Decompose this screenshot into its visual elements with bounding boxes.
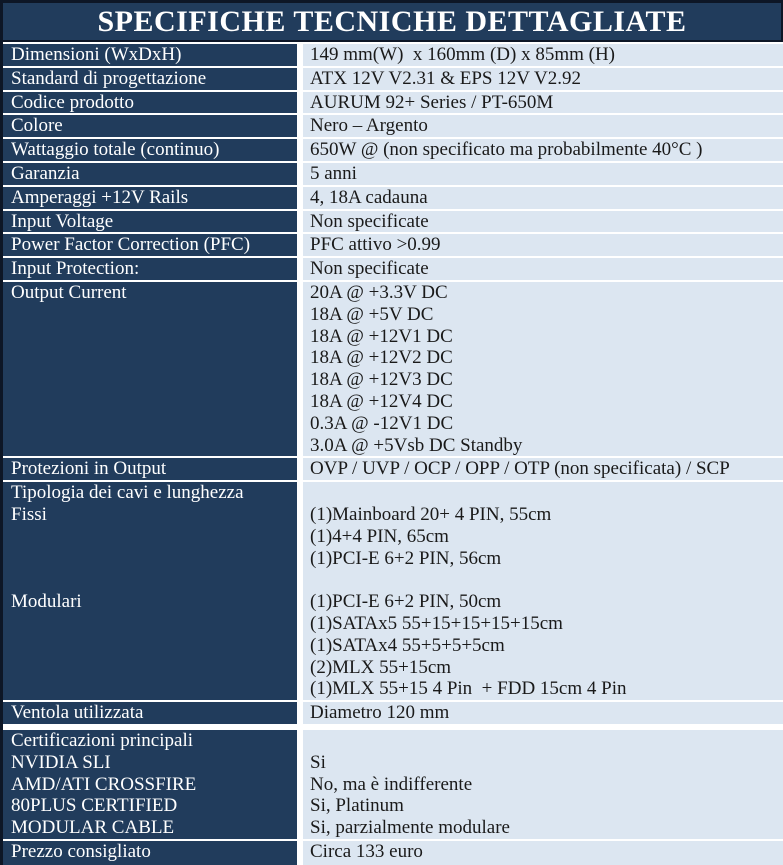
row-label: Input Protection:	[11, 258, 140, 280]
row-value: (1)PCI-E 6+2 PIN, 56cm	[310, 547, 502, 569]
row-value-cell	[303, 702, 783, 724]
row-label: NVIDIA SLI	[11, 751, 111, 773]
row-value: Diametro 120 mm	[310, 702, 450, 724]
row-value: (1)MLX 55+15 4 Pin + FDD 15cm 4 Pin	[310, 678, 627, 700]
row-value: AURUM 92+ Series / PT-650M	[310, 91, 554, 113]
row-label-cell	[3, 730, 297, 839]
row-label	[11, 657, 297, 679]
row-label-cell	[3, 458, 297, 480]
row-value-cell	[303, 92, 783, 114]
row-value-cell	[303, 282, 783, 456]
row-value	[310, 482, 783, 504]
row-label	[11, 326, 297, 348]
row-value: (2)MLX 55+15cm	[310, 656, 452, 678]
row-value: 0.3A @ -12V1 DC	[310, 412, 454, 434]
table-row	[3, 258, 783, 280]
table-row	[3, 211, 783, 233]
row-label: Output Current	[11, 281, 127, 303]
row-value: Non specificate	[310, 210, 429, 232]
row-value: (1)4+4 PIN, 65cm	[310, 525, 449, 547]
page-title: SPECIFICHE TECNICHE DETTAGLIATE	[3, 3, 783, 42]
row-value-cell	[303, 841, 783, 865]
row-label-cell	[3, 115, 297, 137]
table-row	[3, 44, 783, 66]
row-value-cell	[303, 68, 783, 90]
row-label	[11, 635, 297, 657]
row-label: Fissi	[11, 503, 47, 525]
row-value: (1)SATAx5 55+15+15+15+15cm	[310, 612, 563, 634]
row-label-cell	[3, 211, 297, 233]
row-value-cell	[303, 234, 783, 256]
table-row	[3, 282, 783, 456]
row-value: (1)PCI-E 6+2 PIN, 50cm	[310, 591, 502, 613]
row-value-cell	[303, 730, 783, 839]
row-label: Garanzia	[11, 162, 80, 184]
row-value: PFC attivo >0.99	[310, 234, 441, 256]
table-row	[3, 115, 783, 137]
table-row	[3, 458, 783, 480]
row-label: Input Voltage	[11, 210, 114, 232]
row-value: Si, Platinum	[310, 795, 404, 817]
row-label	[11, 613, 297, 635]
row-label: Ventola utilizzata	[11, 702, 144, 724]
row-value: 5 anni	[310, 162, 357, 184]
row-value: 18A @ +12V2 DC	[310, 347, 453, 369]
row-label: 80PLUS CERTIFIED	[11, 795, 178, 817]
row-label-cell	[3, 163, 297, 185]
table-row	[3, 68, 783, 90]
row-value: 18A @ +12V3 DC	[310, 369, 453, 391]
row-value: OVP / UVP / OCP / OPP / OTP (non specificata) / SCP	[310, 458, 730, 480]
row-label	[11, 369, 297, 391]
row-label: Colore	[11, 115, 63, 137]
row-value-cell	[303, 482, 783, 700]
row-value-cell	[303, 115, 783, 137]
row-label	[11, 304, 297, 326]
row-value: Non specificate	[310, 258, 429, 280]
row-value: Si	[310, 751, 326, 773]
row-label-cell	[3, 258, 297, 280]
row-value-cell	[303, 44, 783, 66]
table-row	[3, 92, 783, 114]
table-row	[3, 139, 783, 161]
row-label: Amperaggi +12V Rails	[11, 186, 189, 208]
table-row	[3, 234, 783, 256]
row-value: Circa 133 euro	[310, 840, 423, 862]
row-value-cell	[303, 258, 783, 280]
row-value: 18A @ +5V DC	[310, 303, 434, 325]
row-label-cell	[3, 841, 297, 865]
row-label	[11, 413, 297, 435]
row-label: AMD/ATI CROSSFIRE	[11, 773, 197, 795]
row-value: (1)Mainboard 20+ 4 PIN, 55cm	[310, 503, 552, 525]
row-value-cell	[303, 163, 783, 185]
row-value: 18A @ +12V4 DC	[310, 390, 453, 412]
row-value: 650W @ (non specificato ma probabilmente 40°C )	[310, 139, 703, 161]
row-value: 18A @ +12V1 DC	[310, 325, 453, 347]
row-label-cell	[3, 482, 297, 700]
row-label-cell	[3, 68, 297, 90]
row-value: Si, parzialmente modulare	[310, 817, 510, 839]
row-label: Power Factor Correction (PFC)	[11, 234, 251, 256]
row-value-cell	[303, 211, 783, 233]
row-label-cell	[3, 187, 297, 209]
table-row	[3, 163, 783, 185]
row-label	[11, 435, 297, 457]
row-label: Protezioni in Output	[11, 458, 167, 480]
row-label: Dimensioni (WxDxH)	[11, 44, 182, 65]
row-label	[11, 391, 297, 413]
row-label	[11, 548, 297, 570]
row-label: Prezzo consigliato	[11, 840, 151, 862]
row-label: MODULAR CABLE	[11, 817, 175, 839]
row-value-cell	[303, 139, 783, 161]
row-value: 20A @ +3.3V DC	[310, 281, 448, 303]
row-label: Modulari	[11, 591, 82, 613]
table-row	[3, 841, 783, 865]
row-label-cell	[3, 234, 297, 256]
row-value: 3.0A @ +5Vsb DC Standby	[310, 434, 523, 456]
table-row	[3, 482, 783, 700]
row-label-cell	[3, 139, 297, 161]
table-row	[3, 730, 783, 839]
row-value	[310, 569, 783, 591]
row-value-cell	[303, 458, 783, 480]
row-label: Certificazioni principali	[11, 729, 194, 751]
row-value: ATX 12V V2.31 & EPS 12V V2.92	[310, 67, 581, 89]
row-label: Standard di progettazione	[11, 67, 207, 89]
row-label: Codice prodotto	[11, 91, 134, 113]
row-label: Tipologia dei cavi e lunghezza	[11, 482, 244, 504]
row-value: No, ma è indifferente	[310, 773, 473, 795]
row-label-cell	[3, 282, 297, 456]
row-label-cell	[3, 92, 297, 114]
row-value-cell	[303, 187, 783, 209]
row-label: Wattaggio totale (continuo)	[11, 139, 220, 161]
row-value: 4, 18A cadauna	[310, 186, 428, 208]
row-label-cell	[3, 702, 297, 724]
row-value: 149 mm(W) x 160mm (D) x 85mm (H)	[310, 44, 616, 65]
row-label	[11, 526, 297, 548]
table-row	[3, 702, 783, 724]
row-label	[11, 347, 297, 369]
row-label-cell	[3, 44, 297, 66]
row-value: Nero – Argento	[310, 115, 428, 137]
row-label	[11, 569, 297, 591]
row-label	[11, 678, 297, 700]
row-value: (1)SATAx4 55+5+5+5cm	[310, 634, 505, 656]
table-row	[3, 187, 783, 209]
row-value	[310, 730, 783, 752]
spec-rows	[3, 44, 783, 865]
